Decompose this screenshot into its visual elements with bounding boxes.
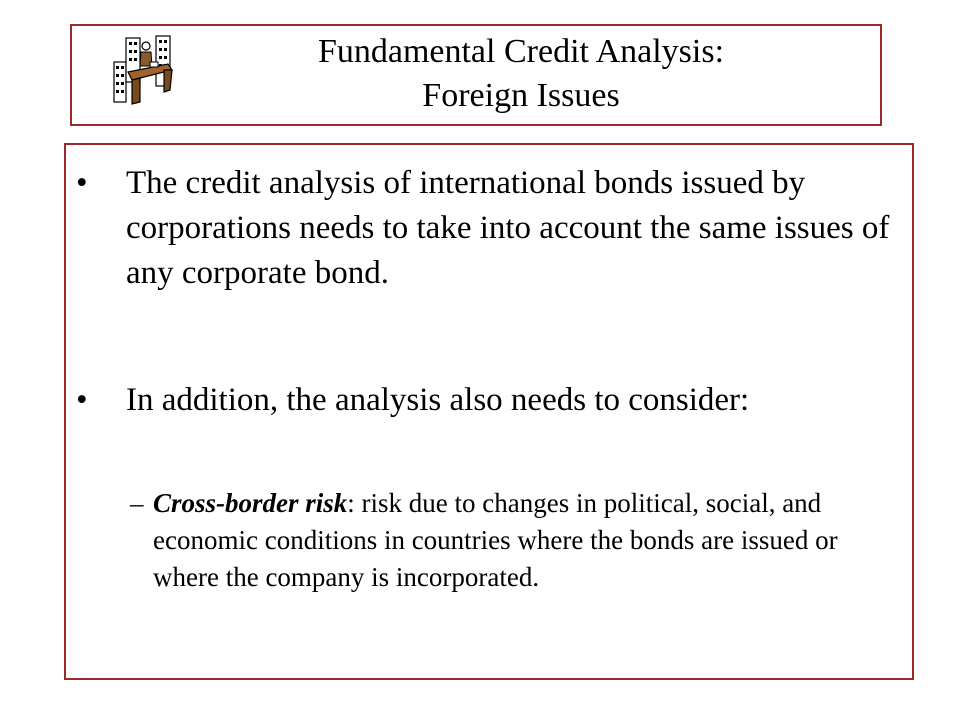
sub-bullet-term: Cross-border risk (153, 488, 348, 518)
content-box (64, 143, 914, 680)
bullet-item-1 (76, 161, 906, 296)
slide-title-line-1: Fundamental Credit Analysis: (317, 33, 725, 70)
bullet-marker: • (76, 165, 88, 201)
sub-bullet-marker: – (130, 488, 144, 518)
office-desk-icon (110, 32, 174, 108)
bullet-item-2 (76, 378, 906, 423)
slide-title-line-2: Foreign Issues (422, 77, 620, 114)
bullet-text: In addition, the analysis also needs to consider: (126, 382, 750, 418)
sub-bullet-text (153, 485, 910, 596)
slide-title (182, 30, 860, 118)
sub-bullet-rest: : risk due to changes in political, social, and economic conditions in countries where the bonds are issued or where the company is incorporated. (153, 488, 838, 592)
title-box (70, 24, 882, 126)
bullet-marker: • (76, 382, 88, 418)
sub-bullet-item (130, 485, 910, 596)
bullet-text: The credit analysis of international bonds issued by corporations needs to take into account the same issues of any corporate bond. (126, 165, 890, 291)
